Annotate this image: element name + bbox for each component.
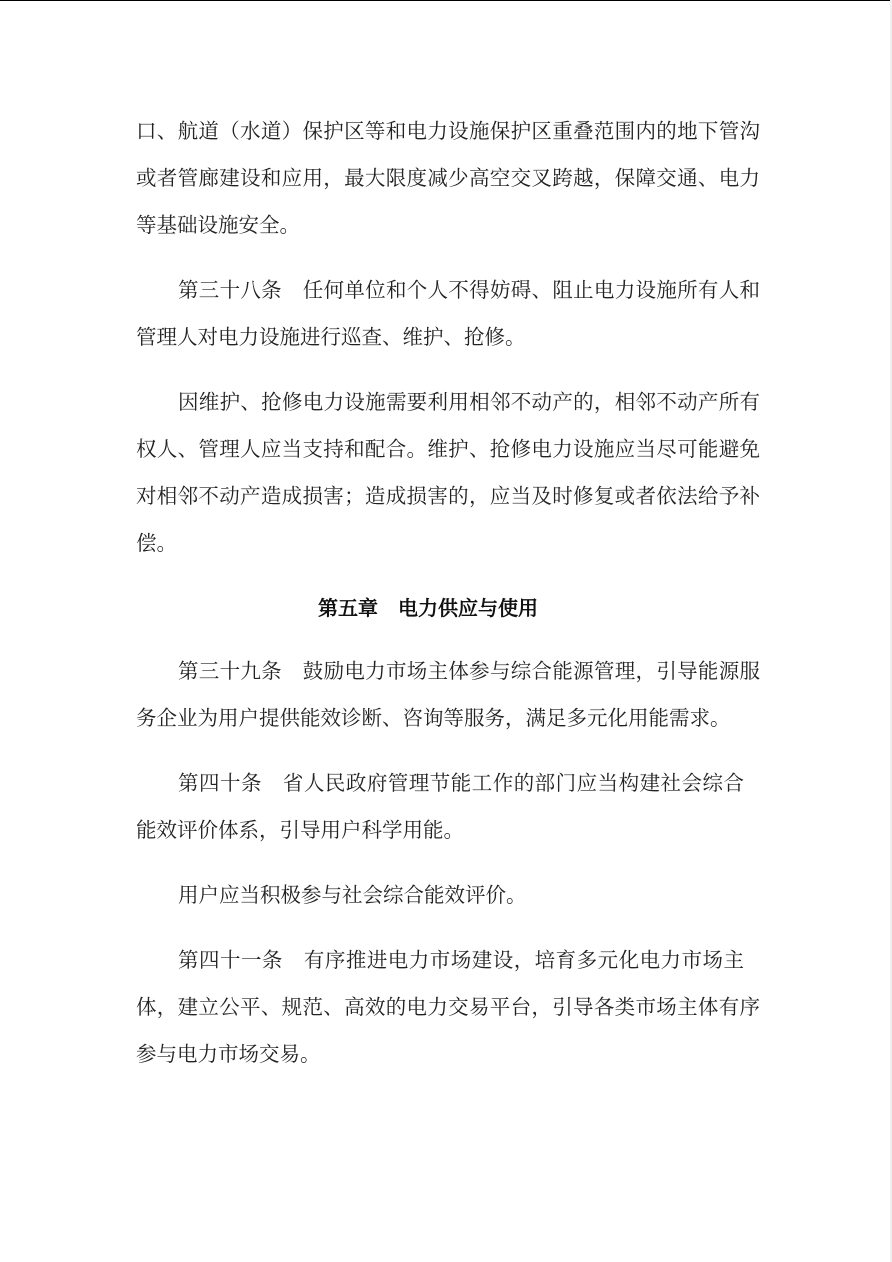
paragraph-line: 偿。 [136,531,177,555]
paragraph-line: 用户应当积极参与社会综合能效评价。 [178,883,527,907]
article-39-line: 第三十九条 鼓励电力市场主体参与综合能源管理，引导能源服 [178,659,760,683]
article-40-line: 第四十条 省人民政府管理节能工作的部门应当构建社会综合 [178,771,744,795]
article-38-line: 管理人对电力设施进行巡查、维护、抢修。 [136,325,526,349]
paragraph-line: 等基础设施安全。 [136,213,300,237]
paragraph-line: 对相邻不动产造成损害；造成损害的，应当及时修复或者依法给予补 [136,484,760,508]
article-41-line: 体，建立公平、规范、高效的电力交易平台，引导各类市场主体有序 [136,995,760,1019]
paragraph-line: 或者管廊建设和应用，最大限度减少高空交叉跨越，保障交通、电力 [136,166,760,190]
paragraph-line: 口、航道（水道）保护区等和电力设施保护区重叠范围内的地下管沟 [136,119,760,143]
paragraph-line: 权人、管理人应当支持和配合。维护、抢修电力设施应当尽可能避免 [136,437,760,461]
article-41-line: 第四十一条 有序推进电力市场建设，培育多元化电力市场主 [178,948,744,972]
article-38-line: 第三十八条 任何单位和个人不得妨碍、阻止电力设施所有人和 [178,278,760,302]
article-39-line: 务企业为用户提供能效诊断、咨询等服务，满足多元化用能需求。 [136,706,731,730]
paragraph-line: 因维护、抢修电力设施需要利用相邻不动产的，相邻不动产所有 [178,390,760,414]
chapter-heading: 第五章 电力供应与使用 [318,596,538,620]
page-top-border [0,0,892,1]
article-40-line: 能效评价体系，引导用户科学用能。 [136,818,464,842]
article-41-line: 参与电力市场交易。 [136,1042,321,1066]
